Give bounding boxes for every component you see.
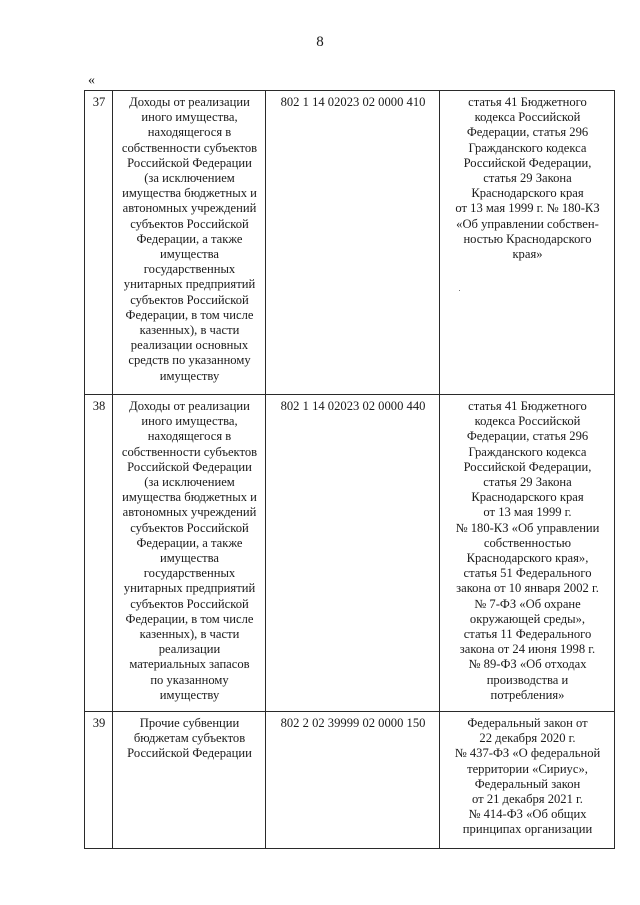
legal-basis-line: производства и bbox=[486, 672, 569, 687]
revenue-name-line: Доходы от реализации bbox=[129, 399, 250, 413]
row-number: 38 bbox=[85, 395, 113, 712]
revenue-name-line: автономных учреждений bbox=[122, 505, 257, 520]
legal-basis-line: Федерации, статья 296 bbox=[466, 125, 589, 140]
legal-basis-line: Гражданского кодекса bbox=[468, 140, 587, 155]
table-row bbox=[85, 395, 615, 712]
legal-basis-line: «Об управлении собствен- bbox=[456, 216, 599, 231]
legal-basis-line: № 89-ФЗ «Об отходах bbox=[468, 657, 587, 672]
legal-basis-line: Федерации, статья 296 bbox=[466, 429, 589, 444]
revenue-name-line: автономных учреждений bbox=[122, 201, 257, 216]
budget-classification-code: 802 1 14 02023 02 0000 410 bbox=[266, 91, 440, 395]
legal-basis-line: № 180-КЗ «Об управлении bbox=[455, 520, 600, 535]
legal-basis-line: территории «Сириус», bbox=[467, 761, 588, 776]
revenue-name-line: иного имущества, bbox=[141, 110, 238, 125]
legal-basis-line: от 21 декабря 2021 г. bbox=[472, 792, 583, 807]
revenue-name-line: казенных), в части bbox=[139, 323, 240, 338]
revenue-name-line: имущества бюджетных и bbox=[122, 490, 257, 505]
legal-basis-cell bbox=[440, 712, 615, 849]
legal-basis-line: кодекса Российской bbox=[474, 110, 581, 125]
legal-basis-line: закона от 10 января 2002 г. bbox=[456, 581, 599, 596]
revenue-name-line: казенных), в части bbox=[139, 627, 240, 642]
legal-basis-line: № 437-ФЗ «О федеральной bbox=[454, 746, 601, 761]
revenue-name-line: имущества бюджетных и bbox=[122, 186, 257, 201]
budget-classification-code: 802 1 14 02023 02 0000 440 bbox=[266, 395, 440, 712]
revenue-name-line: имуществу bbox=[159, 368, 220, 383]
revenue-name-line: средств по указанному bbox=[128, 353, 251, 368]
revenue-name-line: субъектов Российской bbox=[130, 596, 249, 611]
revenue-name-line: имущества bbox=[159, 551, 220, 566]
legal-basis-line: ностью Краснодарского bbox=[463, 231, 592, 246]
table-row bbox=[85, 712, 615, 849]
revenue-name-cell bbox=[113, 91, 266, 395]
revenue-name-line: Российской Федерации bbox=[127, 155, 252, 170]
legal-basis-line: от 13 мая 1999 г. № 180-КЗ bbox=[455, 201, 600, 216]
revenue-name-line: иного имущества, bbox=[141, 414, 238, 429]
revenue-name-line: бюджетам субъектов bbox=[133, 731, 246, 746]
revenue-name-line: государственных bbox=[143, 566, 236, 581]
legal-basis-line: Краснодарского края bbox=[471, 490, 584, 505]
legal-basis-line: № 7-ФЗ «Об охране bbox=[474, 596, 581, 611]
budget-classification-code: 802 2 02 39999 02 0000 150 bbox=[266, 712, 440, 849]
legal-basis-line: 22 декабря 2020 г. bbox=[479, 731, 576, 746]
legal-basis-line: Российской Федерации, bbox=[463, 155, 592, 170]
revenue-name-line: субъектов Российской bbox=[130, 520, 249, 535]
legal-basis-line: статья 11 Федерального bbox=[463, 627, 592, 642]
revenue-name-line: унитарных предприятий bbox=[123, 277, 256, 292]
legal-basis-line: от 13 мая 1999 г. bbox=[483, 505, 572, 520]
legal-basis-line: статья 29 Закона bbox=[483, 171, 572, 186]
legal-basis-line: № 414-ФЗ «Об общих bbox=[468, 807, 587, 822]
revenue-name-line: материальных запасов bbox=[129, 657, 250, 672]
revenue-name-line: унитарных предприятий bbox=[123, 581, 256, 596]
legal-basis-line: Краснодарского края», bbox=[466, 551, 589, 566]
row-number: 37 bbox=[85, 91, 113, 395]
revenue-name-line: Российской Федерации bbox=[127, 746, 252, 761]
legal-basis-line: Краснодарского края bbox=[471, 186, 584, 201]
legal-basis-line: Гражданского кодекса bbox=[468, 444, 587, 459]
revenue-name-line: Федерации, а также bbox=[136, 535, 243, 550]
revenue-name-line: Российской Федерации bbox=[127, 459, 252, 474]
revenue-name-cell bbox=[113, 712, 266, 849]
legal-basis-cell bbox=[440, 395, 615, 712]
revenue-name-line: государственных bbox=[143, 262, 236, 277]
revenue-name-line: Доходы от реализации bbox=[129, 95, 250, 109]
revenue-name-line: Федерации, в том числе bbox=[125, 307, 254, 322]
revenue-name-line: субъектов Российской bbox=[130, 292, 249, 307]
open-quote-mark: « bbox=[88, 73, 95, 88]
revenue-name-line: собственности субъектов bbox=[121, 140, 258, 155]
legal-basis-cell bbox=[440, 91, 615, 395]
revenue-name-line: (за исключением bbox=[144, 475, 235, 490]
legal-basis-line: окружающей среды», bbox=[469, 611, 586, 626]
revenue-name-line: находящегося в bbox=[147, 125, 232, 140]
legal-basis-line: Российской Федерации, bbox=[463, 459, 592, 474]
revenue-name-line: (за исключением bbox=[144, 171, 235, 186]
row-number: 39 bbox=[85, 712, 113, 849]
legal-basis-line: края» bbox=[512, 247, 543, 262]
revenue-name-line: Федерации, в том числе bbox=[125, 611, 254, 626]
legal-basis-line: статья 41 Бюджетного bbox=[468, 399, 587, 413]
legal-basis-line: Федеральный закон от bbox=[467, 716, 588, 730]
legal-basis-line: статья 51 Федерального bbox=[463, 566, 592, 581]
legal-basis-line: статья 29 Закона bbox=[483, 475, 572, 490]
page-number: 8 bbox=[316, 34, 324, 50]
revenue-table bbox=[84, 90, 615, 849]
revenue-name-line: имуществу bbox=[159, 687, 220, 702]
legal-basis-line: статья 41 Бюджетного bbox=[468, 95, 587, 109]
scan-speck bbox=[459, 290, 460, 291]
revenue-name-line: Федерации, а также bbox=[136, 231, 243, 246]
revenue-name-line: имущества bbox=[159, 247, 220, 262]
legal-basis-line: закона от 24 июня 1998 г. bbox=[459, 642, 596, 657]
revenue-name-line: реализации bbox=[158, 642, 221, 657]
table-row bbox=[85, 91, 615, 395]
legal-basis-line: Федеральный закон bbox=[474, 776, 581, 791]
revenue-name-line: по указанному bbox=[150, 672, 229, 687]
legal-basis-line: собственностью bbox=[483, 535, 572, 550]
revenue-name-cell bbox=[113, 395, 266, 712]
revenue-name-line: собственности субъектов bbox=[121, 444, 258, 459]
legal-basis-line: кодекса Российской bbox=[474, 414, 581, 429]
revenue-name-line: Прочие субвенции bbox=[139, 716, 240, 730]
revenue-name-line: субъектов Российской bbox=[130, 216, 249, 231]
revenue-name-line: реализации основных bbox=[130, 338, 249, 353]
legal-basis-line: потребления» bbox=[490, 687, 565, 702]
revenue-name-line: находящегося в bbox=[147, 429, 232, 444]
legal-basis-line: принципах организации bbox=[462, 822, 593, 837]
